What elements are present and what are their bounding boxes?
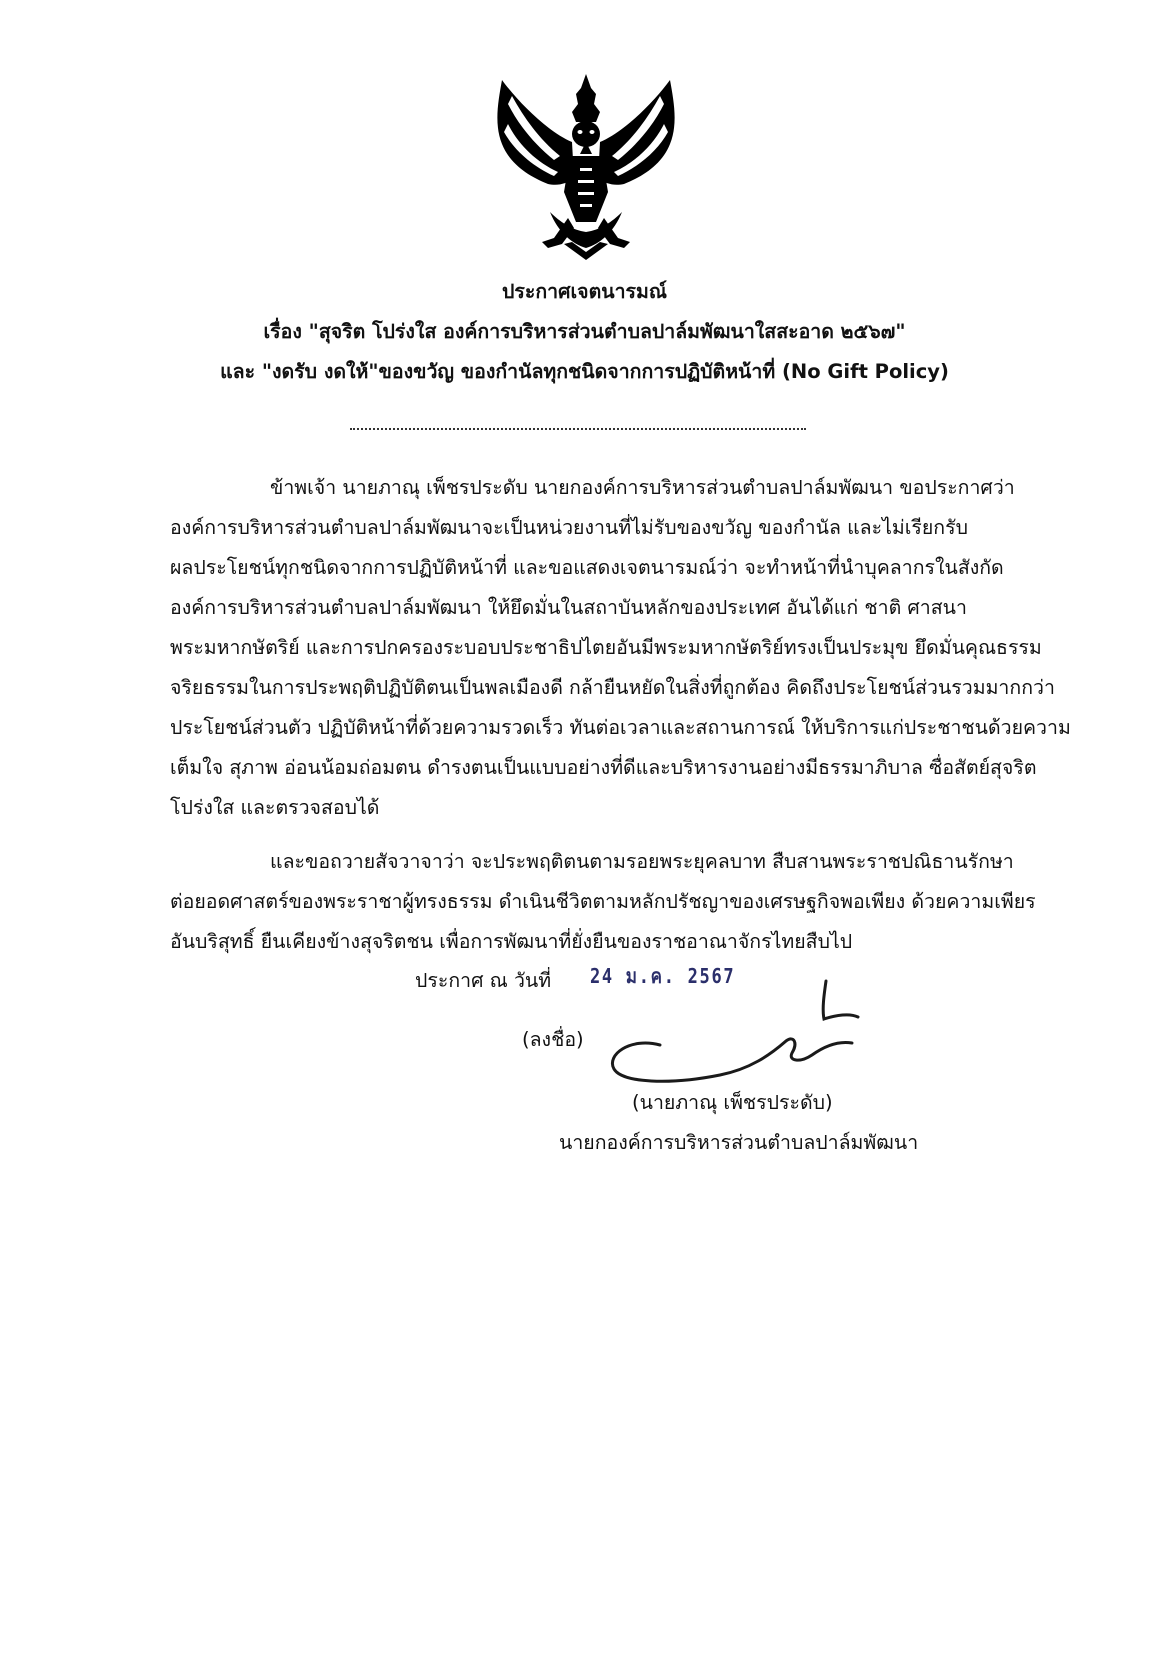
sign-label: (ลงชื่อ) xyxy=(522,1028,584,1051)
paragraph-line: พระมหากษัตริย์ และการปกครองระบอบประชาธิปไตยอันมีพระมหากษัตริย์ทรงเป็นประมุข ยึดมั่นคุณธรรม xyxy=(170,636,1042,659)
paragraph-line: ผลประโยชน์ทุกชนิดจากการปฏิบัติหน้าที่ และขอแสดงเจตนารมณ์ว่า จะทำหน้าที่นำบุคลากรในสังกัด xyxy=(170,556,1004,579)
paragraph-line: ข้าพเจ้า นายภาณุ เพ็ชรประดับ นายกองค์การบริหารส่วนตำบลปาล์มพัฒนา ขอประกาศว่า xyxy=(270,476,1015,499)
document-subject-line-1: เรื่อง "สุจริต โปร่งใส องค์การบริหารส่วนตำบลปาล์มพัฒนาใสสะอาด ๒๕๖๗" xyxy=(263,320,906,343)
garuda-emblem-icon xyxy=(488,72,684,262)
signer-name: (นายภาณุ เพ็ชรประดับ) xyxy=(632,1091,833,1114)
paragraph-line: โปร่งใส และตรวจสอบได้ xyxy=(170,796,380,819)
paragraph-line: ประโยชน์ส่วนตัว ปฏิบัติหน้าที่ด้วยความรวดเร็ว ทันต่อเวลาและสถานการณ์ ให้บริการแก่ประชาชนด้วยความ xyxy=(170,716,1071,739)
date-stamp: 24 ม.ค. 2567 xyxy=(590,964,736,988)
document-subject-line-2: และ "งดรับ งดให้"ของขวัญ ของกำนัลทุกชนิดจากการปฏิบัติหน้าที่ (No Gift Policy) xyxy=(220,360,949,383)
paragraph-line: องค์การบริหารส่วนตำบลปาล์มพัฒนาจะเป็นหน่วยงานที่ไม่รับของขวัญ ของกำนัล และไม่เรียกรับ xyxy=(170,516,968,539)
paragraph-line: ต่อยอดศาสตร์ของพระราชาผู้ทรงธรรม ดำเนินชีวิตตามหลักปรัชญาของเศรษฐกิจพอเพียง ด้วยความเพียร xyxy=(170,890,1036,913)
paragraph-line: องค์การบริหารส่วนตำบลปาล์มพัฒนา ให้ยึดมั่นในสถาบันหลักของประเทศ อันได้แก่ ชาติ ศาสนา xyxy=(170,596,967,619)
document-title: ประกาศเจตนารมณ์ xyxy=(502,280,667,303)
dotted-divider xyxy=(350,428,806,430)
paragraph-line: และขอถวายสัจวาจาว่า จะประพฤติตนตามรอยพระยุคลบาท สืบสานพระราชปณิธานรักษา xyxy=(270,850,1014,873)
date-label: ประกาศ ณ วันที่ xyxy=(415,969,552,992)
paragraph-line: จริยธรรมในการประพฤติปฏิบัติตนเป็นพลเมืองดี กล้ายืนหยัดในสิ่งที่ถูกต้อง คิดถึงประโยชน์ส่วนรวมมากกว่า xyxy=(170,676,1055,699)
paragraph-line: เต็มใจ สุภาพ อ่อนน้อมถ่อมตน ดำรงตนเป็นแบบอย่างที่ดีและบริหารงานอย่างมีธรรมาภิบาล ซื่อสัตย์สุจริต xyxy=(170,756,1037,779)
handwritten-signature xyxy=(600,975,860,1090)
paragraph-line: อันบริสุทธิ์ ยืนเคียงข้างสุจริตชน เพื่อการพัฒนาที่ยั่งยืนของราชอาณาจักรไทยสืบไป xyxy=(170,930,853,953)
signer-position: นายกองค์การบริหารส่วนตำบลปาล์มพัฒนา xyxy=(559,1131,919,1154)
